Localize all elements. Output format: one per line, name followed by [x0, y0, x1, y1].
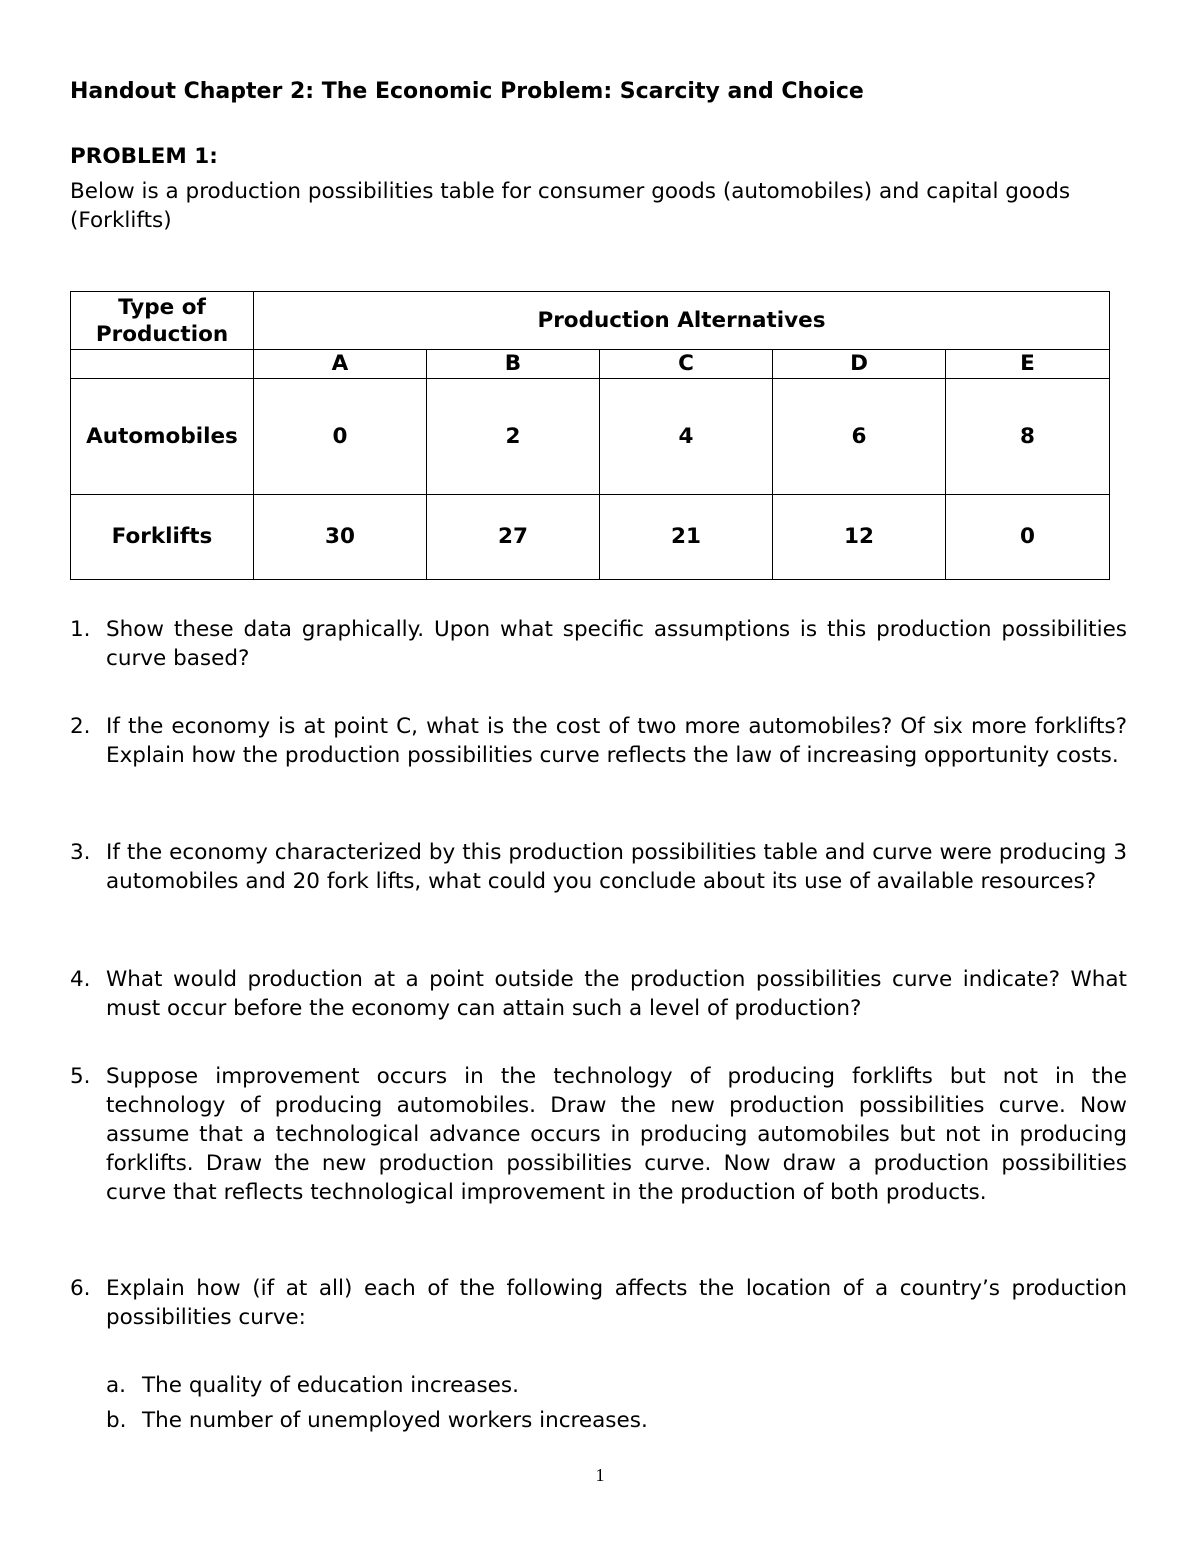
subitem-text: The number of unemployed workers increases.: [142, 1408, 648, 1433]
group-header: Production Alternatives: [254, 292, 1110, 350]
column-header: C: [600, 350, 773, 379]
column-header: D: [773, 350, 946, 379]
question-text: If the economy characterized by this production possibilities table and curve were producing 3 automobiles and 20 fork lifts, what could you conclude about its use of available resources?: [106, 840, 1127, 894]
cell: 27: [427, 495, 600, 580]
subitem-a: [106, 1371, 519, 1400]
production-possibilities-table: [70, 291, 1110, 580]
question-text: Suppose improvement occurs in the technology of producing forklifts but not in the technology of producing automobiles. Draw the new production possibilities curve. Now assume that a technological advance occurs in producing automobiles but not in producing forklifts. Draw the new production possibilities curve. Now draw a production possibilities curve that reflects technological improvement in the production of both products.: [106, 1064, 1127, 1205]
empty-cell: [71, 350, 254, 379]
question-text: Explain how (if at all) each of the following affects the location of a country’s production possibilities curve:: [106, 1276, 1127, 1330]
cell: 30: [254, 495, 427, 580]
page-number: 1: [595, 1465, 605, 1485]
question-text: If the economy is at point C, what is the cost of two more automobiles? Of six more forklifts? Explain how the production possibilities curve reflects the law of increasing opportunity costs.: [106, 714, 1127, 768]
cell: 2: [427, 379, 600, 495]
column-header: E: [946, 350, 1110, 379]
cell: 4: [600, 379, 773, 495]
cell: 0: [254, 379, 427, 495]
question-text: What would production at a point outside the production possibilities curve indicate? What must occur before the economy can attain such a level of production?: [106, 967, 1127, 1021]
cell: 12: [773, 495, 946, 580]
question-number: 5.: [70, 1064, 91, 1089]
question-5: [70, 1062, 1127, 1207]
problem-label: PROBLEM 1:: [70, 144, 218, 169]
cell: 8: [946, 379, 1110, 495]
question-number: 2.: [70, 714, 91, 739]
question-4: [70, 965, 1127, 1023]
question-2: [70, 712, 1127, 770]
question-1: [70, 615, 1127, 673]
question-number: 3.: [70, 840, 91, 865]
subitem-b: [106, 1406, 648, 1435]
row-label: Forklifts: [71, 495, 254, 580]
subitem-letter: b.: [106, 1408, 127, 1433]
question-number: 6.: [70, 1276, 91, 1301]
table-row: [71, 495, 1110, 580]
row-header: Type of Production: [71, 292, 254, 350]
cell: 21: [600, 495, 773, 580]
cell: 6: [773, 379, 946, 495]
question-number: 1.: [70, 617, 91, 642]
question-number: 4.: [70, 967, 91, 992]
column-header: B: [427, 350, 600, 379]
question-text: Show these data graphically. Upon what specific assumptions is this production possibilities curve based?: [106, 617, 1127, 671]
question-3: [70, 838, 1127, 896]
question-6: [70, 1274, 1127, 1332]
cell: 0: [946, 495, 1110, 580]
subitem-text: The quality of education increases.: [142, 1373, 519, 1398]
column-header: A: [254, 350, 427, 379]
intro-text: Below is a production possibilities table for consumer goods (automobiles) and capital goods (Forklifts): [70, 179, 1071, 233]
row-label: Automobiles: [71, 379, 254, 495]
subitem-letter: a.: [106, 1373, 127, 1398]
page-title: Handout Chapter 2: The Economic Problem: Scarcity and Choice: [70, 79, 864, 104]
table-row: [71, 379, 1110, 495]
